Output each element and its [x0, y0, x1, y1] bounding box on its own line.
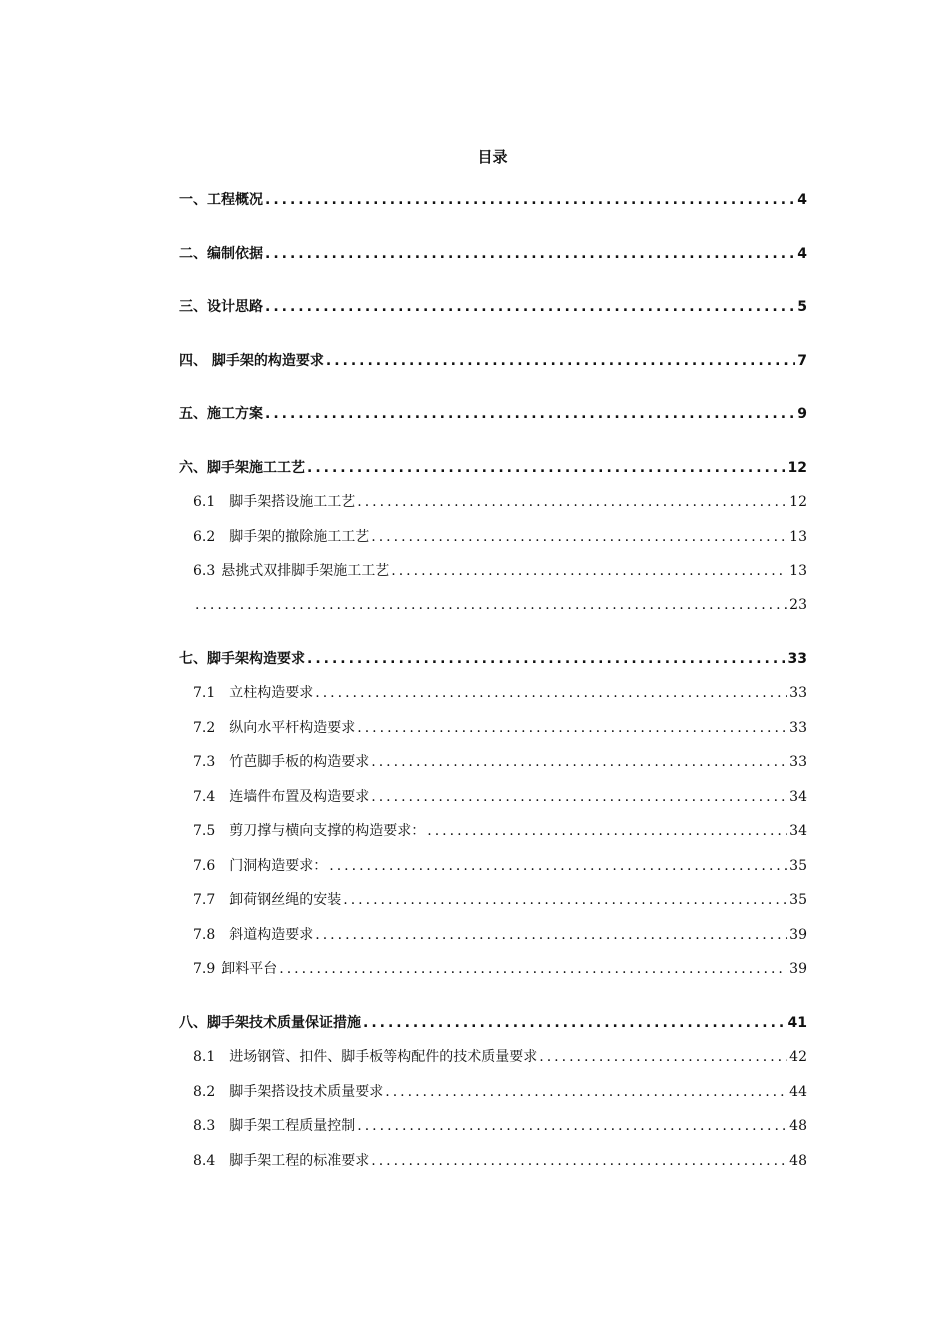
dot-leader [265, 188, 795, 212]
toc-section-entry[interactable] [179, 957, 807, 981]
page-number: 39 [789, 961, 807, 977]
entry-label: 卸荷钢丝绳的安装 [229, 892, 342, 908]
entry-label: 竹芭脚手板的构造要求 [229, 754, 370, 770]
dot-leader [363, 1011, 786, 1035]
dot-leader [371, 785, 787, 809]
page-number: 33 [789, 754, 807, 770]
toc-chapter-entry[interactable] [179, 242, 807, 266]
toc-section-entry[interactable] [179, 785, 807, 809]
dot-leader [265, 242, 795, 266]
toc-section-entry[interactable] [179, 750, 807, 774]
dot-leader [315, 923, 787, 947]
dot-leader [307, 647, 786, 671]
section-number: 7.1 [193, 685, 216, 701]
page-number: 4 [797, 246, 807, 262]
toc-section-entry[interactable] [179, 490, 807, 514]
toc-section-entry[interactable] [179, 819, 807, 843]
dot-leader [357, 490, 787, 514]
dot-leader [539, 1045, 787, 1069]
toc-chapter-entry[interactable] [179, 349, 807, 373]
entry-label: 四、 脚手架的构造要求 [179, 353, 324, 369]
dot-leader [371, 750, 787, 774]
section-number: 7.8 [193, 927, 216, 943]
dot-leader [371, 525, 787, 549]
entry-label: 纵向水平杆构造要求 [229, 720, 356, 736]
entry-label: 八、脚手架技术质量保证措施 [179, 1015, 361, 1031]
entry-label: 立柱构造要求 [229, 685, 314, 701]
dot-leader [385, 1080, 787, 1104]
page-number: 12 [787, 460, 807, 476]
entry-label: 五、施工方案 [179, 406, 263, 422]
toc-section-entry[interactable] [179, 559, 807, 583]
dot-leader [329, 854, 787, 878]
entry-label: 一、工程概况 [179, 192, 263, 208]
dot-leader [307, 456, 786, 480]
toc-chapter-entry[interactable] [179, 1011, 807, 1035]
page-number: 34 [789, 823, 807, 839]
section-number: 8.2 [193, 1084, 216, 1100]
entry-label: 脚手架搭设技术质量要求 [229, 1084, 384, 1100]
entry-label: 悬挑式双排脚手架施工工艺 [221, 563, 390, 579]
toc-section-entry[interactable] [179, 593, 807, 617]
page-number: 44 [789, 1084, 807, 1100]
page-number: 33 [787, 651, 807, 667]
page-number: 23 [789, 597, 807, 613]
section-number: 7.6 [193, 858, 216, 874]
entry-label: 门洞构造要求： [229, 858, 328, 874]
toc-chapter-entry[interactable] [179, 456, 807, 480]
section-number: 7.2 [193, 720, 216, 736]
dot-leader [357, 716, 787, 740]
toc-chapter-entry[interactable] [179, 295, 807, 319]
section-number: 7.9 [193, 961, 216, 977]
dot-leader [279, 957, 787, 981]
entry-label: 进场钢管、扣件、脚手板等构配件的技术质量要求 [229, 1049, 538, 1065]
entry-label: 脚手架搭设施工工艺 [229, 494, 356, 510]
dot-leader [326, 349, 795, 373]
dot-leader [427, 819, 787, 843]
entry-label: 二、编制依据 [179, 246, 263, 262]
page-number: 35 [789, 892, 807, 908]
toc-section-entry[interactable] [179, 1149, 807, 1173]
dot-leader [315, 681, 787, 705]
entry-label: 卸料平台 [221, 961, 278, 977]
entry-label: 七、脚手架构造要求 [179, 651, 305, 667]
page-number: 33 [789, 685, 807, 701]
section-number: 6.1 [193, 494, 216, 510]
entry-label: 剪刀撑与横向支撑的构造要求： [229, 823, 426, 839]
dot-leader [371, 1149, 787, 1173]
page-number: 48 [789, 1153, 807, 1169]
toc-chapter-entry[interactable] [179, 402, 807, 426]
section-number: 7.3 [193, 754, 216, 770]
page-number: 41 [787, 1015, 807, 1031]
dot-leader [265, 402, 795, 426]
page-number: 13 [789, 563, 807, 579]
toc-chapter-entry[interactable] [179, 188, 807, 212]
section-number: 6.2 [193, 529, 216, 545]
section-number: 7.5 [193, 823, 216, 839]
toc-chapter-entry[interactable] [179, 647, 807, 671]
dot-leader [391, 559, 787, 583]
page-number: 48 [789, 1118, 807, 1134]
section-number: 8.3 [193, 1118, 216, 1134]
entry-label: 脚手架工程的标准要求 [229, 1153, 370, 1169]
toc-section-entry[interactable] [179, 1045, 807, 1069]
page-number: 7 [797, 353, 807, 369]
page-number: 12 [789, 494, 807, 510]
page-number: 34 [789, 789, 807, 805]
dot-leader [265, 295, 795, 319]
dot-leader [343, 888, 787, 912]
entry-label: 脚手架的撤除施工工艺 [229, 529, 370, 545]
page-number: 33 [789, 720, 807, 736]
section-number: 6.3 [193, 563, 216, 579]
toc-section-entry[interactable] [179, 525, 807, 549]
section-number: 7.7 [193, 892, 216, 908]
entry-label: 斜道构造要求 [229, 927, 314, 943]
section-number: 8.4 [193, 1153, 216, 1169]
toc-section-entry[interactable] [179, 923, 807, 947]
toc-section-entry[interactable] [179, 854, 807, 878]
section-number: 7.4 [193, 789, 216, 805]
page-number: 35 [789, 858, 807, 874]
page-number: 42 [789, 1049, 807, 1065]
toc-section-entry[interactable] [179, 1114, 807, 1138]
entry-label: 三、设计思路 [179, 299, 263, 315]
toc-title: 目录 [477, 148, 508, 166]
entry-label: 脚手架工程质量控制 [229, 1118, 356, 1134]
page-number: 39 [789, 927, 807, 943]
page-number: 4 [797, 192, 807, 208]
entry-label: 六、脚手架施工工艺 [179, 460, 305, 476]
page-number: 5 [797, 299, 807, 315]
page-number: 13 [789, 529, 807, 545]
dot-leader [357, 1114, 787, 1138]
entry-label: 连墙件布置及构造要求 [229, 789, 370, 805]
toc-section-entry[interactable] [179, 888, 807, 912]
toc-section-entry[interactable] [179, 716, 807, 740]
section-number: 8.1 [193, 1049, 216, 1065]
toc-section-entry[interactable] [179, 1080, 807, 1104]
dot-leader [195, 593, 787, 617]
page-number: 9 [797, 406, 807, 422]
toc-section-entry[interactable] [179, 681, 807, 705]
